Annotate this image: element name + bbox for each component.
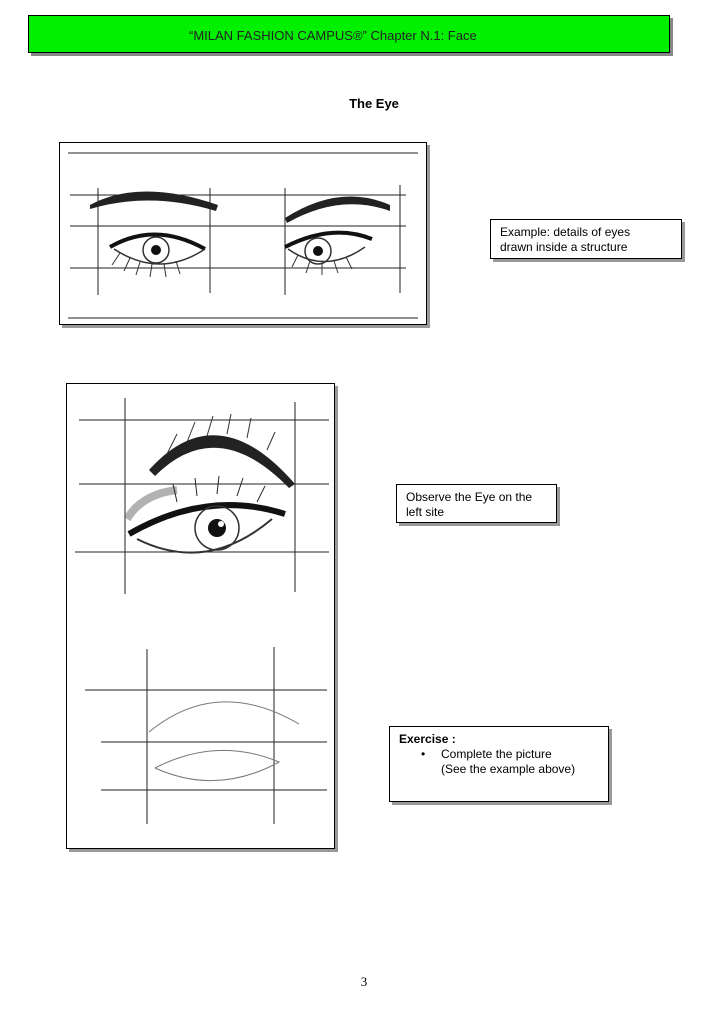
exercise-item-line-2: (See the example above) bbox=[441, 762, 576, 776]
bullet-icon: • bbox=[421, 747, 426, 761]
eyes-pair-drawing bbox=[60, 143, 428, 326]
header-title: “MILAN FASHION CAMPUS®” Chapter N.1: Face bbox=[189, 28, 477, 43]
single-eye-drawing bbox=[67, 384, 336, 850]
observe-callout-line-2: left site bbox=[406, 505, 445, 519]
exercise-item-line-1: Complete the picture bbox=[441, 747, 552, 761]
exercise-callout bbox=[389, 726, 609, 802]
header-bar bbox=[28, 15, 670, 53]
example-callout-line-2: drawn inside a structure bbox=[500, 240, 628, 254]
observe-callout-line-1: Observe the Eye on the bbox=[406, 490, 533, 504]
exercise-title: Exercise : bbox=[399, 732, 456, 746]
example-callout bbox=[490, 219, 682, 259]
single-eye-illustration-frame bbox=[66, 383, 335, 849]
example-callout-line-1: Example: details of eyes bbox=[500, 225, 631, 239]
exercise-list-item bbox=[399, 747, 599, 777]
observe-callout bbox=[396, 484, 557, 523]
section-title: The Eye bbox=[349, 96, 399, 111]
page-number: 3 bbox=[360, 974, 368, 989]
eyes-pair-illustration-frame bbox=[59, 142, 427, 325]
